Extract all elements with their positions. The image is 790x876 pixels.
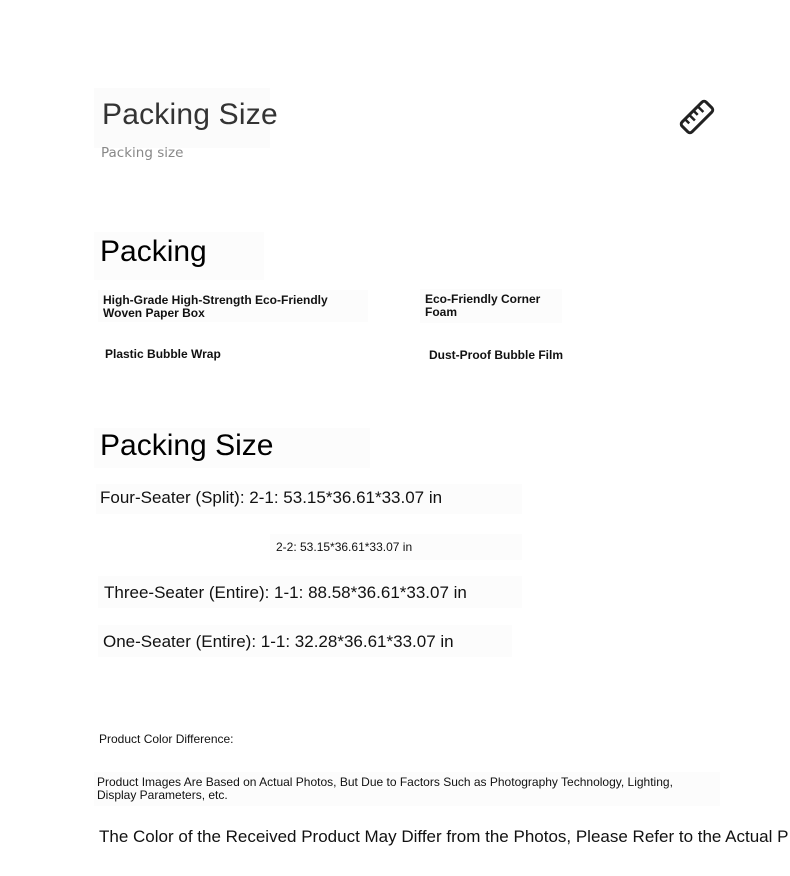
dimension-line: 2-2: 53.15*36.61*33.07 in	[276, 540, 413, 554]
page-subtitle: Packing size	[101, 145, 184, 161]
dimension-line: One-Seater (Entire): 1-1: 32.28*36.61*33.07 in	[103, 632, 454, 651]
packing-heading: Packing	[100, 235, 207, 268]
color-difference-label: Product Color Difference:	[99, 732, 234, 746]
page-title: Packing Size	[102, 98, 278, 131]
ruler-icon	[678, 98, 716, 136]
color-difference-text: Product Images Are Based on Actual Photos, But Due to Factors Such as Photography Technology, Lighting, Display Parameters, etc.	[97, 775, 673, 802]
packing-item: Plastic Bubble Wrap	[105, 347, 221, 361]
color-difference-final: The Color of the Received Product May Differ from the Photos, Please Refer to the Actual P	[99, 827, 789, 846]
packing-item: Dust-Proof Bubble Film	[429, 348, 563, 362]
packing-size-heading: Packing Size	[100, 429, 274, 462]
packing-item: Eco-Friendly Corner Foam	[425, 292, 541, 319]
packing-item: High-Grade High-Strength Eco-Friendly Woven Paper Box	[103, 293, 328, 320]
dimension-line: Three-Seater (Entire): 1-1: 88.58*36.61*33.07 in	[104, 583, 467, 602]
dimension-line: Four-Seater (Split): 2-1: 53.15*36.61*33.07 in	[100, 488, 443, 507]
